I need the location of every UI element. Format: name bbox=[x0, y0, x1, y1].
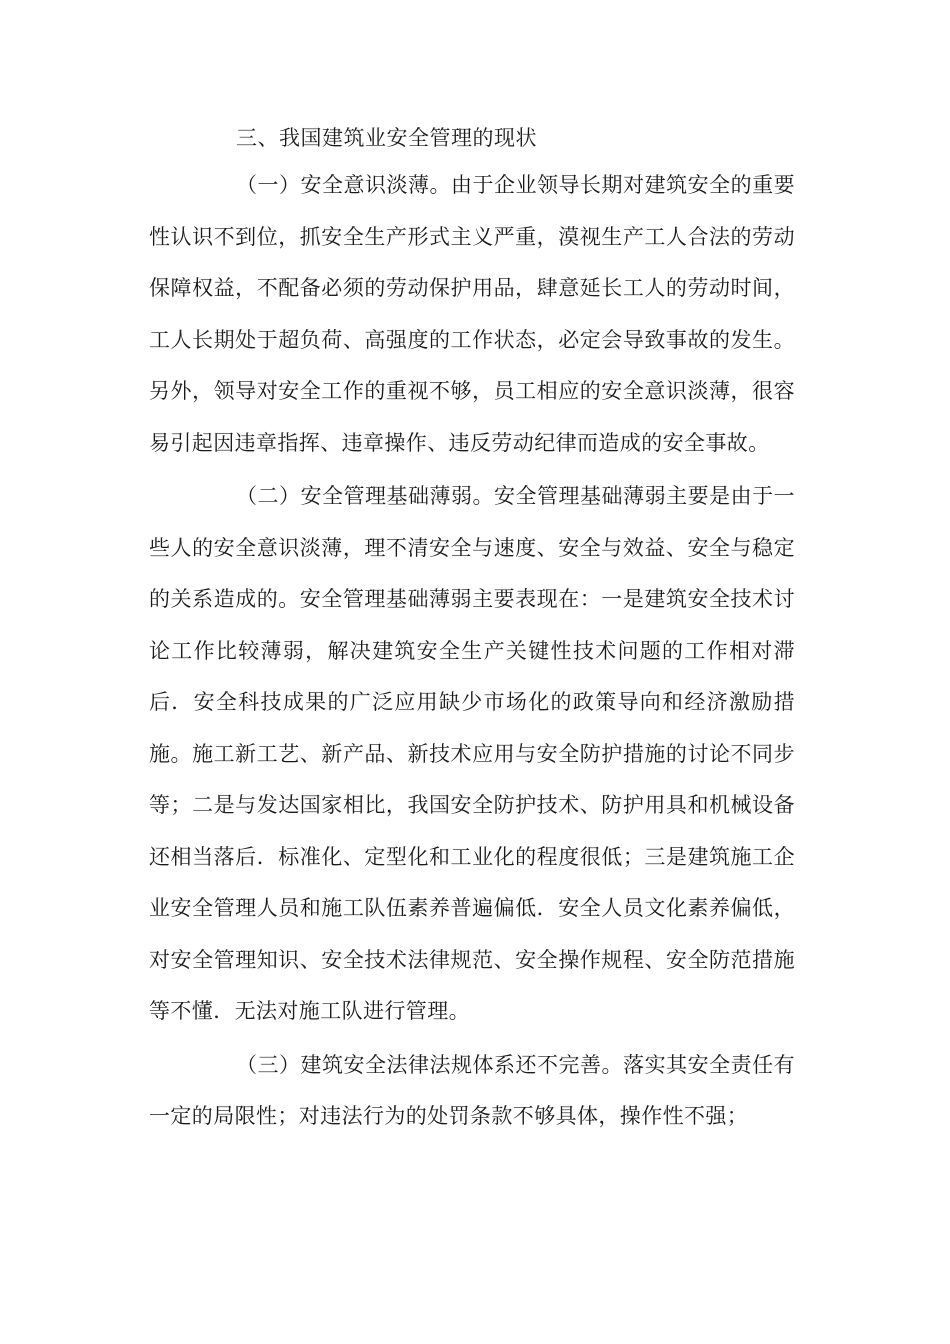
document-body bbox=[149, 118, 795, 1143]
section-heading: 三、我国建筑业安全管理的现状 bbox=[236, 126, 537, 150]
paragraph-2: （二）安全管理基础薄弱。安全管理基础薄弱主要是由于一些人的安全意识淡薄，理不清安全与速度、安全与效益、安全与稳定的关系造成的。安全管理基础薄弱主要表现在：一是建筑安全技术讨论工作比较薄弱，解决建筑安全生产关键性技术问题的工作相对滞后．安全科技成果的广泛应用缺少市场化的政策导向和经济激励措施。施工新工艺、新产品、新技术应用与安全防护措施的讨论不同步等；二是与发达国家相比，我国安全防护技术、防护用具和机械设备还相当落后．标准化、定型化和工业化的程度很低；三是建筑施工企业安全管理人员和施工队伍素养普遍偏低．安全人员文化素养偏低，对安全管理知识、安全技术法律规范、安全操作规程、安全防范措施等不懂．无法对施工队进行管理。 bbox=[149, 484, 795, 1023]
paragraph-1: （一）安全意识淡薄。由于企业领导长期对建筑安全的重要性认识不到位，抓安全生产形式主义严重，漠视生产工人合法的劳动保障权益，不配备必须的劳动保护用品，肆意延长工人的劳动时间，工人长期处于超负荷、高强度的工作状态，必定会导致事故的发生。另外，领导对安全工作的重视不够，员工相应的安全意识淡薄，很容易引起因违章指挥、违章操作、违反劳动纪律而造成的安全事故。 bbox=[149, 173, 795, 455]
paragraph-3: （三）建筑安全法律法规体系还不完善。落实其安全责任有一定的局限性；对违法行为的处罚条款不够具体，操作性不强； bbox=[149, 1052, 795, 1128]
